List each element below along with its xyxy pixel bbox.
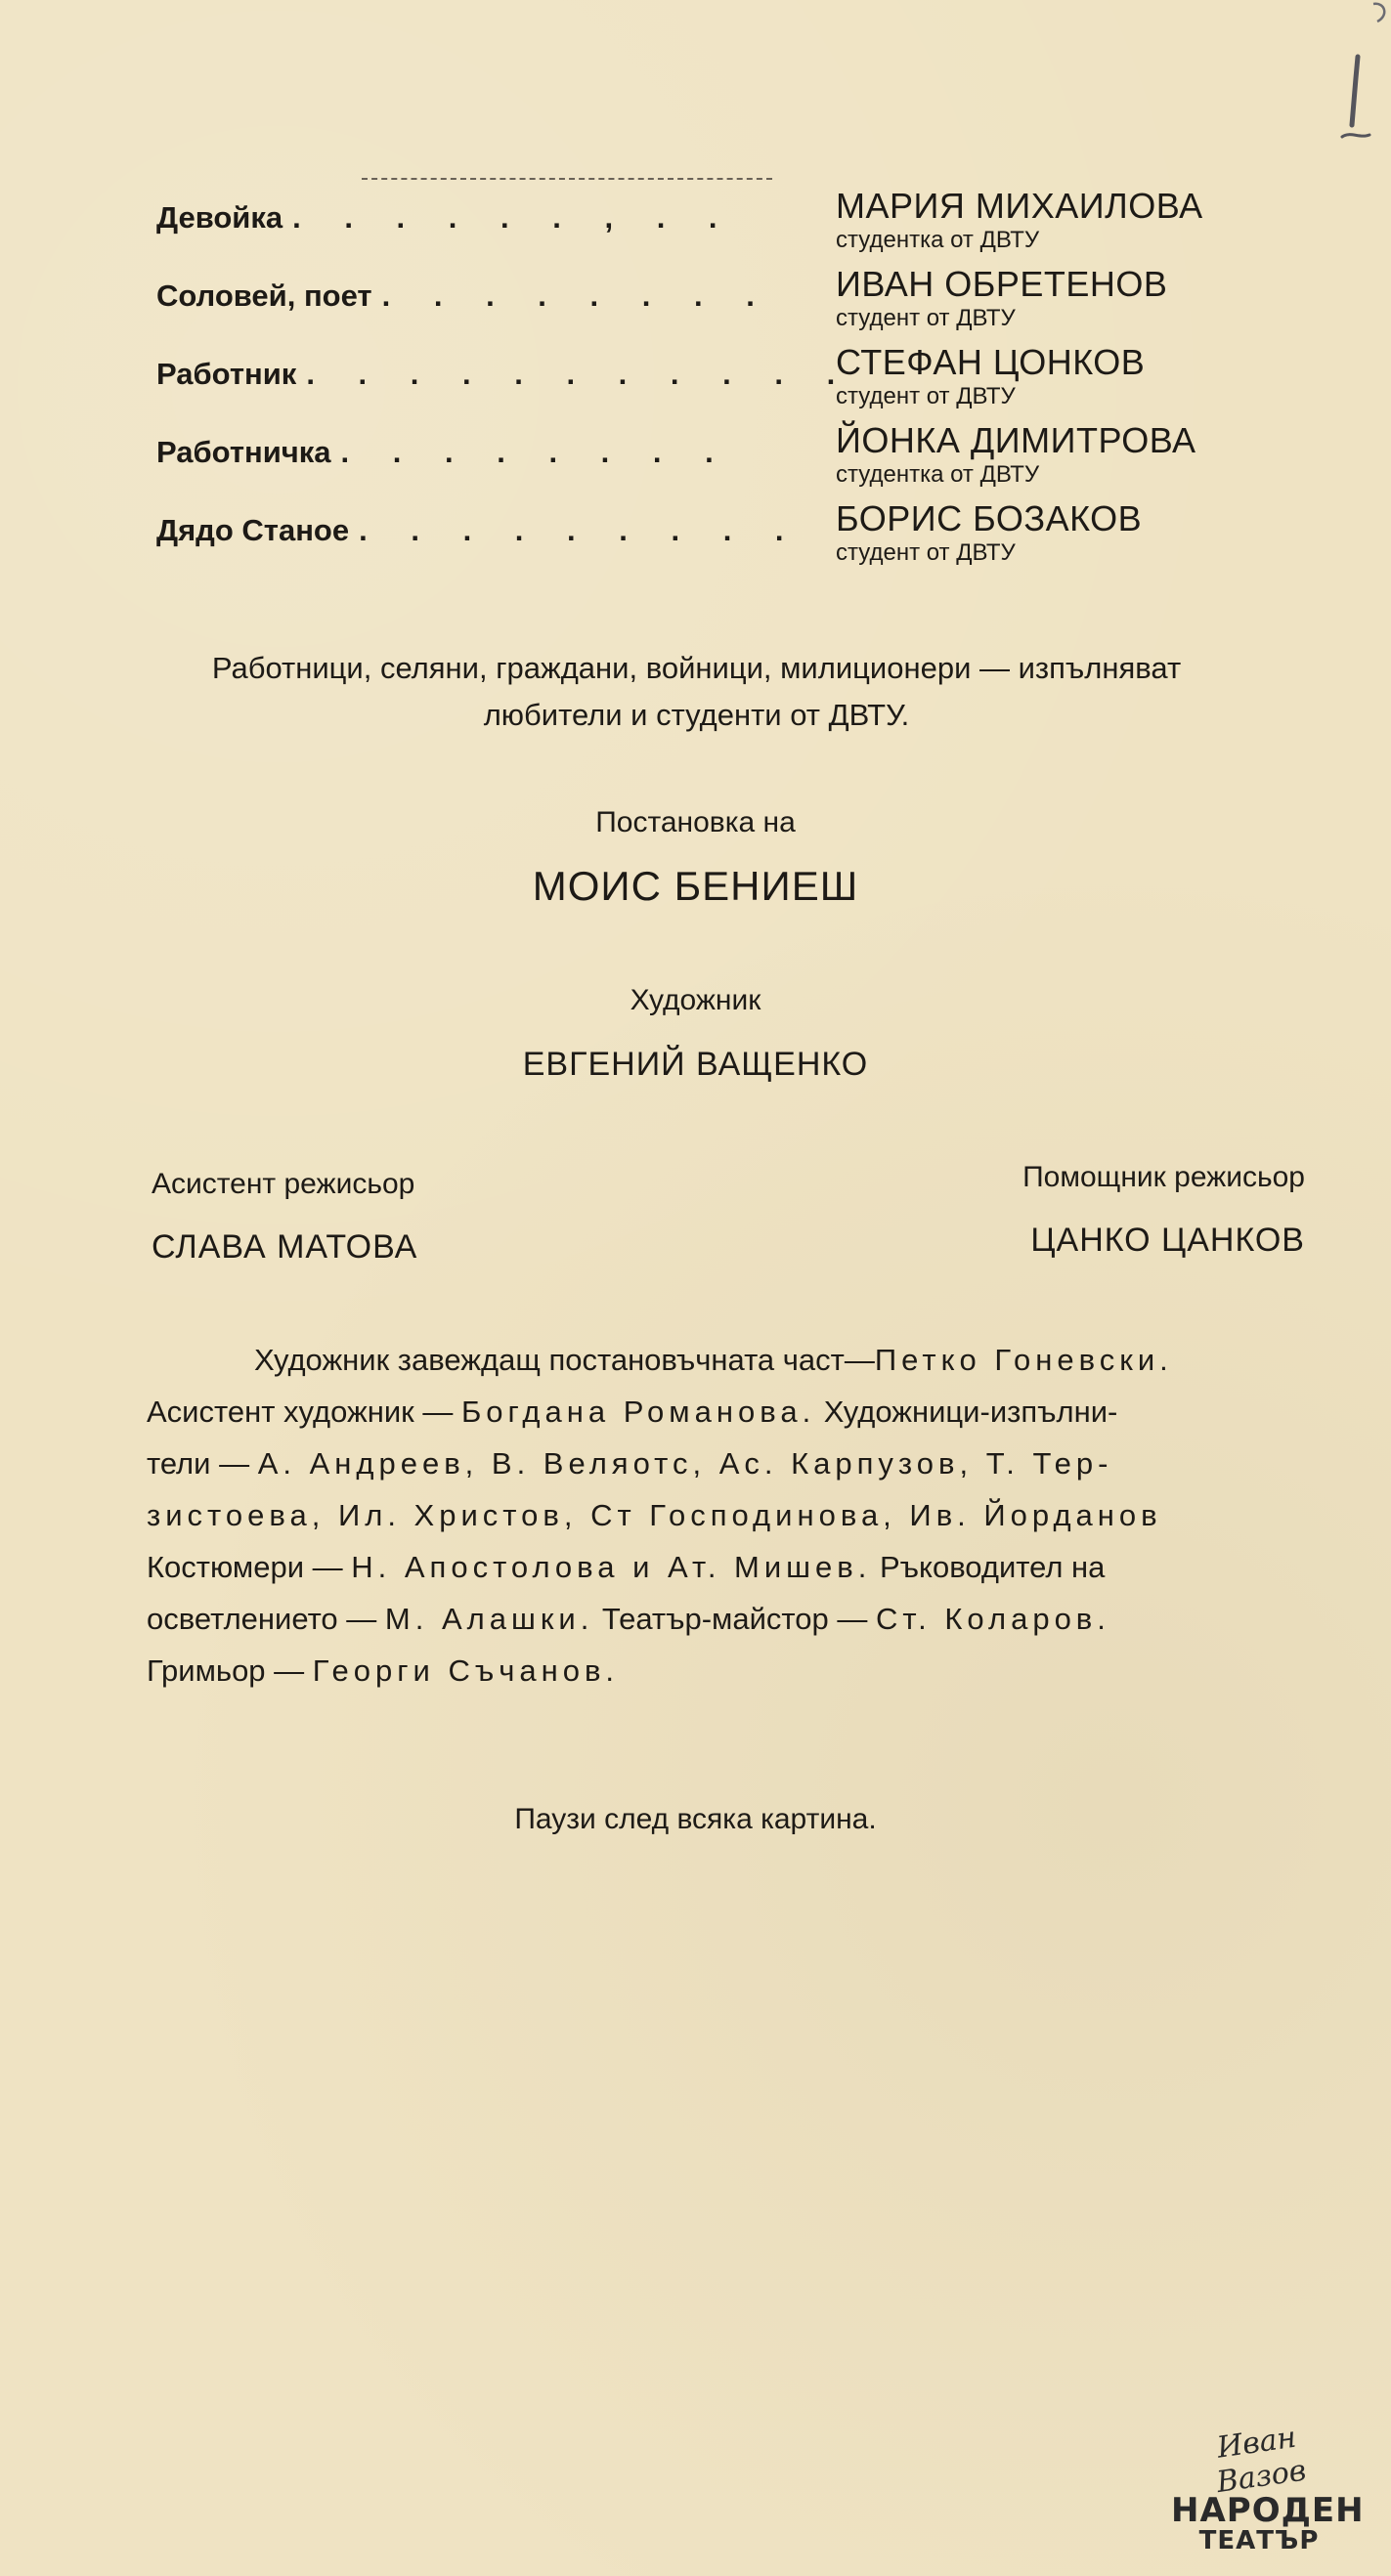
credits-line bbox=[147, 1593, 1305, 1645]
director-name: МОИС БЕНИЕШ bbox=[532, 863, 859, 909]
credit-role: Театър-майстор — bbox=[593, 1602, 876, 1636]
credit-role: осветлението — bbox=[147, 1602, 385, 1636]
actor-block bbox=[836, 186, 1266, 254]
actor-block bbox=[836, 420, 1266, 489]
credit-role: Асистент художник — bbox=[147, 1395, 461, 1429]
credit-name: М. Алашки. bbox=[384, 1602, 594, 1636]
credits-line bbox=[147, 1334, 1305, 1386]
credit-role: Художници-изпълни- bbox=[815, 1395, 1118, 1429]
leader-dots: . . . . . . . . bbox=[381, 279, 772, 313]
direction-label: Постановка на bbox=[595, 806, 796, 838]
role-label: Работник bbox=[156, 357, 297, 391]
credits-line bbox=[147, 1386, 1305, 1438]
actor-note: студент от ДВТУ bbox=[836, 305, 1016, 331]
role-name bbox=[156, 279, 782, 314]
leader-dots: . . . . . . . . . . . bbox=[306, 357, 853, 391]
assistant-director-name: СЛАВА МАТОВА bbox=[152, 1228, 418, 1266]
credit-role: Костюмери — bbox=[147, 1550, 352, 1584]
credit-name: А. Андреев, В. Веляотс, Ас. Карпузов, Т. Тер- bbox=[257, 1446, 1113, 1481]
credit-role: тели — bbox=[147, 1446, 258, 1481]
credit-name: Богдана Романова. bbox=[460, 1395, 816, 1429]
stamp-signature: Иван Вазов bbox=[1214, 2420, 1309, 2501]
role-label: Работничка bbox=[156, 435, 331, 469]
assistant-director-block bbox=[152, 1168, 417, 1267]
actor-note: студентка от ДВТУ bbox=[836, 227, 1040, 253]
ensemble-note bbox=[117, 645, 1276, 739]
role-label: Девойка bbox=[156, 200, 283, 235]
role-name bbox=[156, 200, 782, 236]
ensemble-line-2: любители и студенти от ДВТУ. bbox=[483, 698, 910, 732]
actor-block bbox=[836, 264, 1266, 332]
top-rule bbox=[362, 178, 772, 180]
role-name bbox=[156, 357, 853, 392]
credit-role: Гримьор — bbox=[147, 1653, 313, 1688]
credit-name: Георги Съчанов. bbox=[312, 1653, 620, 1688]
cast-row bbox=[156, 264, 1251, 342]
director-helper-block bbox=[978, 1161, 1305, 1260]
actor-name: БОРИС БОЗАКОВ bbox=[836, 498, 1143, 538]
corner-pencil-mark bbox=[1364, 0, 1391, 49]
ensemble-line-1: Работници, селяни, граждани, войници, милиционери — изпълняват bbox=[211, 651, 1182, 685]
credit-role: Художник завеждащ постановъчната част— bbox=[254, 1343, 875, 1377]
national-theatre-stamp bbox=[1171, 2420, 1365, 2555]
actor-note: студент от ДВТУ bbox=[836, 539, 1016, 566]
assistant-director-label: Асистент режисьор bbox=[152, 1168, 415, 1200]
director-helper-label: Помощник режисьор bbox=[1022, 1161, 1305, 1193]
credit-name: зистоева, Ил. Христов, Ст Господинова, Ив. Йорданов bbox=[147, 1498, 1162, 1532]
credits-line bbox=[147, 1645, 1305, 1696]
cast-row bbox=[156, 342, 1251, 420]
credit-name: Ст. Коларов. bbox=[876, 1602, 1110, 1636]
role-label: Соловей, поет bbox=[156, 279, 372, 313]
cast-row bbox=[156, 186, 1251, 264]
actor-name: МАРИЯ МИХАИЛОВА bbox=[836, 186, 1203, 226]
credits-line bbox=[147, 1438, 1305, 1489]
credits-line bbox=[147, 1489, 1305, 1541]
pauses-note: Паузи след всяка картина. bbox=[514, 1803, 877, 1835]
credit-name: Петко Гоневски. bbox=[874, 1343, 1173, 1377]
leader-dots: . . . . . . . . . bbox=[359, 513, 802, 547]
cast-row bbox=[156, 420, 1251, 498]
cast-list bbox=[156, 186, 1251, 577]
actor-block bbox=[836, 498, 1266, 567]
artist-label: Художник bbox=[630, 984, 761, 1016]
credit-name: Н. Апостолова и Ат. Мишев. bbox=[351, 1550, 872, 1584]
page-number-mark bbox=[1334, 49, 1373, 156]
actor-name: ИВАН ОБРЕТЕНОВ bbox=[836, 264, 1168, 304]
stamp-line-2: ТЕАТЪР bbox=[1198, 2526, 1320, 2555]
role-label: Дядо Станое bbox=[156, 513, 350, 547]
actor-block bbox=[836, 342, 1266, 410]
artist-name: ЕВГЕНИЙ ВАЩЕНКО bbox=[522, 1046, 869, 1083]
credits-line bbox=[147, 1541, 1305, 1593]
role-name bbox=[156, 435, 782, 470]
leader-dots: . . . . . . . . bbox=[340, 435, 731, 469]
stamp-line-1: НАРОДЕН bbox=[1171, 2491, 1365, 2530]
actor-name: СТЕФАН ЦОНКОВ bbox=[836, 342, 1146, 382]
actor-note: студент от ДВТУ bbox=[836, 383, 1016, 409]
crew-credits bbox=[147, 1334, 1305, 1696]
director-helper-name: ЦАНКО ЦАНКОВ bbox=[1030, 1222, 1305, 1259]
role-name bbox=[156, 513, 802, 548]
actor-note: студентка от ДВТУ bbox=[836, 461, 1040, 488]
cast-row bbox=[156, 498, 1251, 577]
credit-role: Ръководител на bbox=[871, 1550, 1106, 1584]
actor-name: ЙОНКА ДИМИТРОВА bbox=[836, 420, 1196, 460]
leader-dots: . . . . . . , . . bbox=[292, 200, 735, 235]
